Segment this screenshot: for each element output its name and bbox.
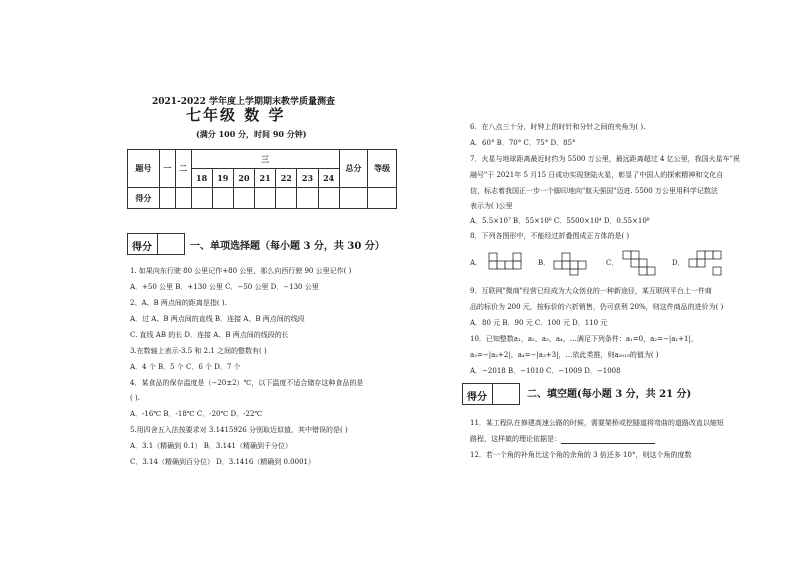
q5-options-ab: A．3.1（精确到 0.1） B．3.141（精确到千分位） — [130, 442, 292, 450]
q11-answer-blank[interactable] — [561, 435, 655, 444]
exam-title: 2021-2022 学年度上学期期末教学质量测查 — [152, 97, 335, 107]
q8-net-d-figure — [688, 250, 728, 276]
q10-options: A．−2018 B．−1010 C．−1009 D．−1008 — [470, 367, 621, 375]
score-table — [127, 149, 397, 209]
q1-options: A．+50 公里 B．+130 公里 C．−50 公里 D．−130 公里 — [130, 283, 319, 291]
q7-stem-2: 融号"于 2021年 5 月15 日成功实现登陆火星，彰显了中国人的探索精神和文化自 — [470, 171, 724, 179]
q4-stem-cont: ( ). — [130, 394, 140, 402]
q2-options-ab: A．过 A、B 两点间的直线 B．连接 A、B 两点间的线段 — [130, 315, 305, 323]
header-grade: 等级 — [368, 150, 397, 188]
score-cell[interactable] — [159, 188, 175, 209]
grade-subject-title: 七年级 数 学 — [186, 106, 286, 124]
q8-net-a-figure — [488, 252, 530, 276]
q9-stem-2: 品的标价为 200 元，按标价的六折销售，仍可获利 20%，则这件商品的进价为( ) — [470, 303, 724, 311]
q2-options-cd: C. 直线 AB 的长 D．连接 A、B 两点间的线段的长 — [130, 331, 289, 339]
q7-options: A．5.5×10⁷ B．55×10⁶ C．5500×10⁴ D．0.55×10⁸ — [470, 217, 650, 225]
score-cell[interactable] — [191, 188, 212, 209]
header-q24: 24 — [318, 169, 339, 188]
q11-stem-2 — [470, 434, 655, 444]
q3-options: A．4 个 B．5 个 C．6 个 D．7 个 — [130, 363, 241, 371]
q12-stem: 12．若一个角的补角比这个角的余角的 3 倍还多 10°，则这个角的度数 — [470, 451, 692, 459]
section1-score-box[interactable] — [127, 233, 185, 255]
header-q19: 19 — [212, 169, 233, 188]
score-box-divider — [492, 384, 493, 404]
header-part-2: 二 — [175, 150, 191, 188]
exam-note: (满分 100 分，时间 90 分钟) — [196, 129, 307, 139]
q2-stem: 2、A、B 两点间的距离是指( ). — [130, 299, 227, 307]
q5-stem: 5.用四舍五入法按要求对 3.1415926 分别取近似值，其中错误的是( ) — [130, 426, 348, 434]
q3-stem: 3.在数轴上表示-3.5 和 2.1 之间的整数有( ) — [130, 347, 267, 355]
section2-title: 二、填空题(每小题 3 分，共 21 分) — [527, 389, 692, 400]
header-q21: 21 — [255, 169, 276, 188]
q7-stem-3: 信，标志着我国正一步一个脚印地向"航天强国"迈进. 5500 万公里用科学记数法 — [470, 187, 718, 195]
q8-net-c-figure — [622, 250, 662, 276]
score-cell[interactable] — [318, 188, 339, 209]
section1-title: 一、单项选择题（每小题 3 分，共 30 分） — [190, 241, 385, 252]
section2-score-box[interactable] — [462, 383, 520, 405]
q7-stem-1: 7．火星与地球距离最近时约为 5500 万公里，最远距离超过 4 亿公里，我国火星车"祝 — [470, 155, 740, 163]
header-q22: 22 — [276, 169, 297, 188]
q10-stem-1: 10．已知整数a₁，a₂，a₃，a₄，…满足下列条件：a₁=0，a₂=−|a₁+1|， — [470, 335, 698, 343]
header-part-3: 三 — [191, 150, 339, 169]
q9-stem-1: 9．互联网"微商"经营已经成为大众创业的一种新途径，某互联网平台上一件商 — [470, 287, 712, 295]
header-q23: 23 — [297, 169, 318, 188]
q8-option-c-label: C． — [606, 259, 619, 267]
q8-option-a-label: A． — [470, 259, 483, 267]
score-cell[interactable] — [276, 188, 297, 209]
header-tihao: 题号 — [128, 150, 160, 188]
header-q18: 18 — [191, 169, 212, 188]
header-part-1: 一 — [159, 150, 175, 188]
section1-score-label: 得分 — [132, 242, 152, 253]
q4-stem: 4．某食品的保存温度是（−20±2）℃，以下温度不适合储存这种食品的是 — [130, 379, 364, 387]
score-cell[interactable] — [175, 188, 191, 209]
q6-stem: 6．在八点三十分，时钟上的时针和分针之间的夹角为( ). — [470, 123, 646, 131]
q6-options: A．60° B．70° C．75° D．85° — [470, 139, 576, 147]
q9-options: A．80 元 B．90 元 C．100 元 D．110 元 — [470, 319, 608, 327]
q8-option-d-label: D． — [672, 259, 685, 267]
header-q20: 20 — [233, 169, 254, 188]
score-cell[interactable] — [368, 188, 397, 209]
q1-stem: 1. 如果向东行驶 80 公里记作+80 公里，那么向西行驶 90 公里记作( ) — [130, 267, 352, 275]
q8-net-b-figure — [553, 252, 595, 276]
section2-score-label: 得分 — [467, 392, 487, 403]
score-cell[interactable] — [339, 188, 368, 209]
score-box-divider — [157, 234, 158, 254]
q8-stem: 8．下列各图形中，不能经过折叠围成正方体的是( ) — [470, 232, 630, 240]
header-total: 总分 — [339, 150, 368, 188]
q4-options: A．-16℃ B．-18℃ C．-20℃ D．-22℃ — [130, 410, 263, 418]
score-cell[interactable] — [233, 188, 254, 209]
q11-stem-2-text: 路程，这样做的理论依据是： — [470, 435, 561, 443]
q10-stem-2: a₃=−|a₂+2|，a₄=−|a₃+3|，…依此类推，则a₂₀₁₉的值为( ) — [470, 351, 659, 359]
q11-stem-1: 11．某工程队在修建高速公路的时候，需要架桥或挖隧道将弯曲的道路改直以缩短 — [470, 419, 724, 427]
score-cell[interactable] — [297, 188, 318, 209]
q8-option-b-label: B． — [538, 259, 551, 267]
score-cell[interactable] — [212, 188, 233, 209]
row-score-label: 得分 — [128, 188, 160, 209]
score-cell[interactable] — [255, 188, 276, 209]
q7-stem-4: 表示为( )公里 — [470, 202, 513, 210]
q5-options-cd: C．3.14（精确到百分位） D．3.1416（精确到 0.0001） — [130, 458, 315, 466]
